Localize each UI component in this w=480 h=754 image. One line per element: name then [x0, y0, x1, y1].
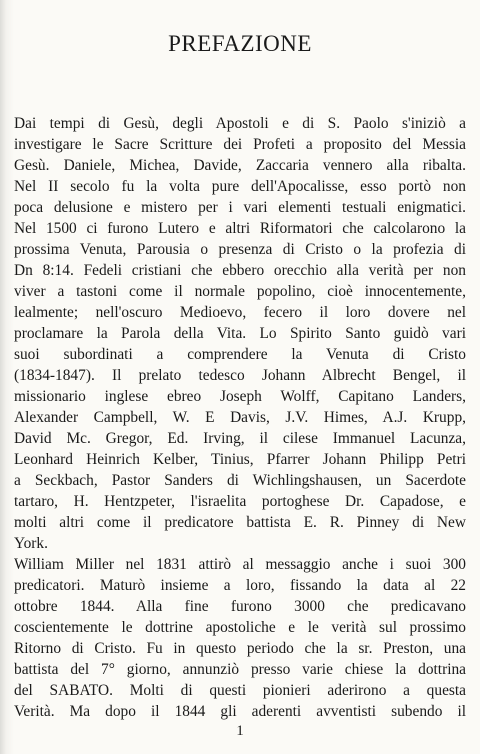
- text-line: del SABATO. Molti di questi pionieri aderirono a questa: [14, 682, 466, 699]
- text-line: poca delusione e mistero per i vari elementi testuali enigmatici.: [14, 199, 466, 216]
- text-line: ottobre 1844. Alla fine furono 3000 che predicavano: [14, 598, 466, 615]
- text-line: David Mc. Gregor, Ed. Irving, il cilese Immanuel Lacunza,: [14, 430, 466, 447]
- text-line: coscientemente le dottrine apostoliche e le verità sul prossimo: [14, 619, 466, 636]
- text-line: Gesù. Daniele, Michea, Davide, Zaccaria vennero alla ribalta.: [14, 157, 466, 174]
- text-line: (1834-1847). Il prelato tedesco Johann Albrecht Bengel, il: [14, 367, 466, 384]
- text-line: investigare le Sacre Scritture dei Profeti a proposito del Messia: [14, 136, 466, 153]
- text-line: Alexander Campbell, W. E Davis, J.V. Himes, A.J. Krupp,: [14, 409, 466, 426]
- text-line: battista del 7° giorno, annunziò presso varie chiese la dottrina: [14, 661, 466, 678]
- text-line: Nel 1500 ci furono Lutero e altri Riformatori che calcolarono la: [14, 220, 466, 237]
- page-title: PREFAZIONE: [168, 31, 312, 56]
- page-number: 1: [236, 723, 244, 739]
- text-line: Dai tempi di Gesù, degli Apostoli e di S. Paolo s'iniziò a: [14, 115, 466, 132]
- text-line: Nel II secolo fu la volta pure dell'Apocalisse, esso portò non: [14, 178, 466, 195]
- text-line: a Seckbach, Pastor Sanders di Wichlingshausen, un Sacerdote: [14, 472, 466, 489]
- text-line: proclamare la Parola della Vita. Lo Spirito Santo guidò vari: [14, 325, 466, 342]
- text-line: lealmente; nell'oscuro Medioevo, fecero il loro dovere nel: [14, 304, 466, 321]
- text-line: predicatori. Maturò insieme a loro, fissando la data al 22: [14, 577, 466, 594]
- text-line: Ritorno di Cristo. Fu in questo periodo che la sr. Preston, una: [14, 640, 466, 657]
- text-line: Dn 8:14. Fedeli cristiani che ebbero orecchio alla verità per non: [14, 262, 466, 279]
- text-line: molti altri come il predicatore battista E. R. Pinney di New: [14, 514, 466, 531]
- text-line: prossima Venuta, Parousia o presenza di Cristo o la profezia di: [14, 241, 466, 258]
- text-line: suoi subordinati a comprendere la Venuta di Cristo: [14, 346, 466, 363]
- text-line: William Miller nel 1831 attirò al messaggio anche i suoi 300: [14, 556, 466, 573]
- text-line: York.: [14, 535, 48, 552]
- text-line: tartaro, H. Hentzpeter, l'israelita portoghese Dr. Capadose, e: [14, 493, 466, 510]
- text-line: Verità. Ma dopo il 1844 gli aderenti avventisti subendo il: [14, 703, 466, 720]
- text-line: Leonhard Heinrich Kelber, Tinius, Pfarrer Johann Philipp Petri: [14, 451, 466, 468]
- text-line: viver a tastoni come il normale popolino, cioè innocentemente,: [14, 283, 466, 300]
- text-line: missionario inglese ebreo Joseph Wolff, Capitano Landers,: [14, 388, 466, 405]
